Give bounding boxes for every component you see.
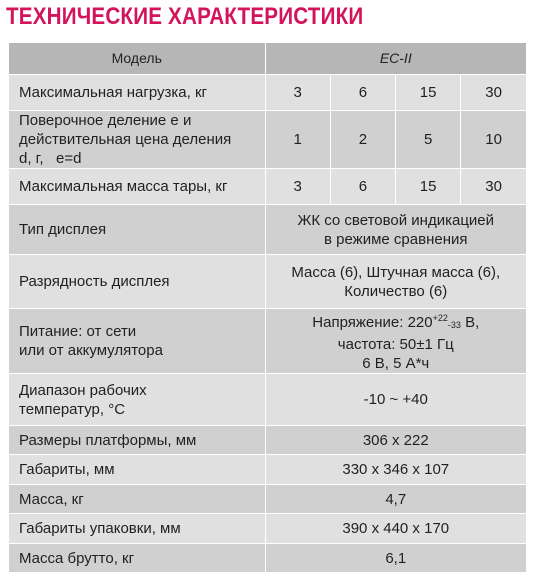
row-label: Тип дисплея [9, 205, 265, 255]
row-label: Максимальная масса тары, кг [9, 169, 265, 205]
voltage-line [266, 309, 527, 335]
cell-value: 6 [330, 75, 395, 111]
label-line: действительная цена деления [19, 131, 232, 148]
row-label [9, 111, 265, 169]
voltage-sub: -33 [447, 320, 461, 330]
cell-value: 10 [461, 111, 526, 169]
frequency-line: частота: 50±1 Гц [337, 336, 454, 353]
cell-value: 3 [265, 75, 330, 111]
model-value: EC-II [265, 43, 526, 75]
row-display-type [9, 205, 526, 255]
voltage-sup: +22 [432, 313, 448, 323]
cell-value: 3 [265, 169, 330, 205]
row-label [9, 309, 265, 374]
row-label: Масса, кг [9, 485, 265, 514]
cell-value: 30 [461, 169, 526, 205]
cell-value: 15 [396, 169, 461, 205]
model-header: Модель [9, 43, 265, 75]
row-label: Габариты упаковки, мм [9, 514, 265, 544]
label-line: Диапазон рабочих [19, 381, 147, 399]
table-header-row [9, 43, 526, 75]
page-title: ТЕХНИЧЕСКИЕ ХАРАКТЕРИСТИКИ [6, 3, 364, 30]
cell-value: 390 x 440 x 170 [265, 514, 526, 544]
row-temperature [9, 374, 526, 426]
row-mass [9, 485, 526, 514]
cell-value: 30 [461, 75, 526, 111]
value-line: Количество (6) [344, 282, 448, 300]
label-line: или от аккумулятора [19, 342, 163, 359]
cell-value: 2 [330, 111, 395, 169]
label-line: Питание: от сети [19, 323, 137, 340]
label-line: d, г, e=d [19, 150, 82, 167]
row-gross [9, 544, 526, 573]
cell-value: 306 x 222 [265, 426, 526, 455]
row-label: Масса брутто, кг [9, 544, 265, 573]
cell-value: -10 ~ +40 [265, 374, 526, 426]
row-label: Максимальная нагрузка, кг [9, 75, 265, 111]
label-line: Поверочное деление е и [19, 112, 192, 129]
row-package [9, 514, 526, 544]
cell-value: 1 [265, 111, 330, 169]
voltage-prefix: Напряжение: 220 [312, 314, 433, 331]
cell-value [265, 255, 526, 309]
row-dimensions [9, 455, 526, 485]
cell-value [265, 309, 526, 374]
row-platform [9, 426, 526, 455]
row-label: Размеры платформы, мм [9, 426, 265, 455]
value-line: в режиме сравнения [324, 230, 468, 248]
cell-value: 330 x 346 x 107 [265, 455, 526, 485]
value-line: ЖК со световой индикацией [297, 211, 495, 229]
cell-value: 6 [330, 169, 395, 205]
cell-value: 5 [396, 111, 461, 169]
row-power [9, 309, 526, 374]
voltage-suffix: В, [460, 314, 480, 331]
label-line: температур, °С [19, 400, 126, 418]
row-label: Разрядность дисплея [9, 255, 265, 309]
battery-line: 6 В, 5 А*ч [362, 355, 430, 372]
row-display-digits [9, 255, 526, 309]
value-line: Масса (6), Штучная масса (6), [291, 263, 501, 281]
cell-value: 4,7 [265, 485, 526, 514]
row-label: Габариты, мм [9, 455, 265, 485]
spec-table [9, 42, 526, 573]
row-division [9, 111, 526, 169]
cell-value: 15 [396, 75, 461, 111]
cell-value: 6,1 [265, 544, 526, 573]
row-max-load [9, 75, 526, 111]
cell-value [265, 205, 526, 255]
row-tare [9, 169, 526, 205]
row-label [9, 374, 265, 426]
